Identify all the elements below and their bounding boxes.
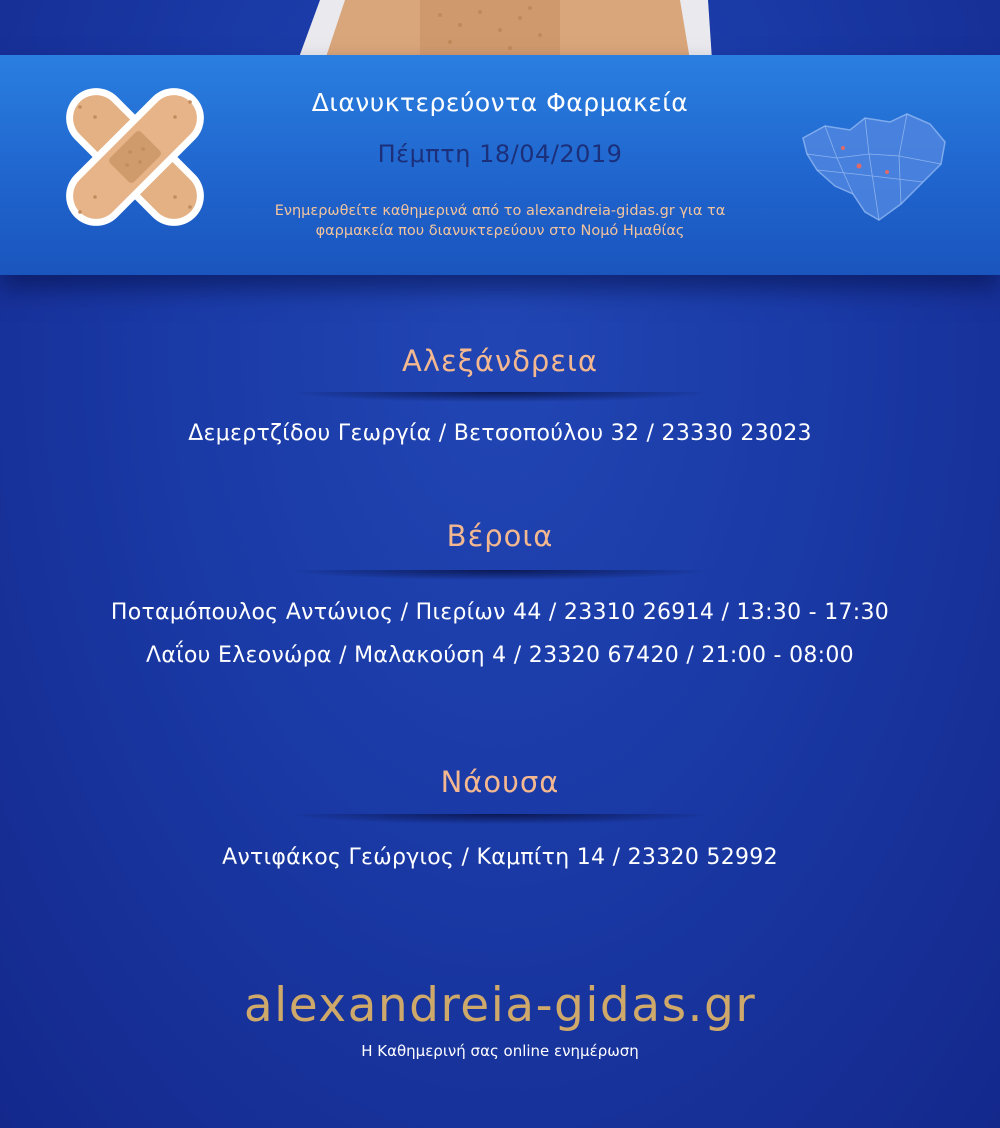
pharmacy-entry: Ποταμόπουλος Αντώνιος / Πιερίων 44 / 23310 26914 / 13:30 - 17:30 (110, 600, 890, 625)
banner-note-line: φαρμακεία που διανυκτερεύουν στο Νομό Ημαθίας (315, 223, 685, 239)
section-divider (290, 570, 710, 580)
section-divider (290, 392, 710, 402)
pharmacy-entry: Αντιφάκος Γεώργιος / Καμπίτη 14 / 23320 52992 (222, 845, 778, 870)
footer-tagline: Η Καθημερινή σας online ενημέρωση (361, 1042, 639, 1060)
city-heading-naousa: Νάουσα (440, 765, 560, 799)
pharmacy-entry: Λαΐου Ελεονώρα / Μαλακούση 4 / 23320 67420 / 21:00 - 08:00 (146, 643, 854, 668)
top-bandage-art (0, 0, 1000, 60)
city-heading-veroia: Βέροια (446, 519, 554, 553)
page-title: Διανυκτερεύοντα Φαρμακεία (311, 88, 689, 117)
pharmacy-entry: Δεμερτζίδου Γεωργία / Βετσοπούλου 32 / 23330 23023 (188, 421, 812, 446)
banner-note (215, 201, 785, 241)
city-heading-alexandreia: Αλεξάνδρεια (402, 344, 598, 378)
imathia-map-icon (795, 108, 955, 228)
section-divider (290, 814, 710, 824)
footer-site-logo: alexandreia-gidas.gr (243, 978, 757, 1033)
banner-note-line: Ενημερωθείτε καθημερινά από το alexandreia-gidas.gr για τα (274, 203, 726, 219)
date-label: Πέμπτη 18/04/2019 (377, 140, 623, 168)
